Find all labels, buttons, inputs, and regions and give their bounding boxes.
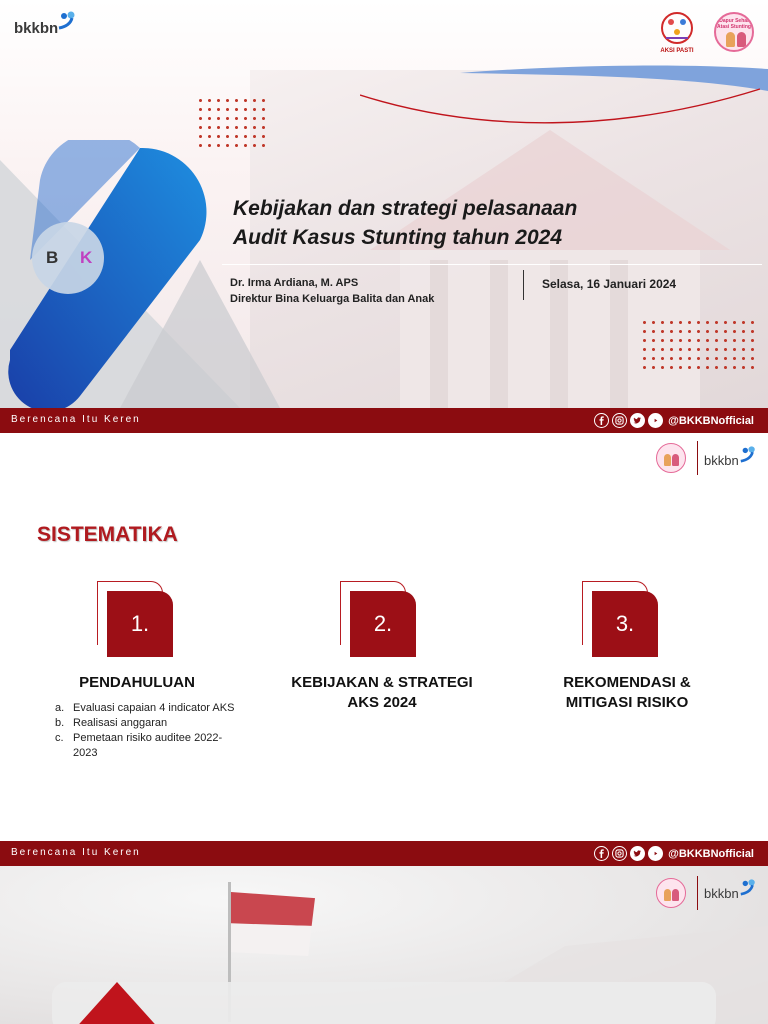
bkkbn-logo [704,453,739,468]
presenter-block [230,275,434,307]
twitter-icon[interactable] [630,846,645,861]
indonesian-flag-white [231,924,315,956]
bkkbn-logo-icon [56,10,78,30]
list-item [55,716,234,731]
list-marker: a. [55,702,65,714]
title-divider [222,264,762,265]
content-panel [52,982,716,1024]
footer-tagline: Berencana Itu Keren [11,414,141,425]
sub-item-list [55,701,234,761]
section-label-line-1: REKOMENDASI & [563,674,691,691]
list-item [55,731,234,746]
list-item [55,701,234,716]
bk-letter-k: K [80,248,93,267]
youtube-icon[interactable] [648,413,663,428]
social-handle[interactable]: @BKKBNofficial [668,414,754,427]
presentation-date: Selasa, 16 Januari 2024 [542,277,677,291]
bkkbn-logo-text: bkkbn [704,886,739,901]
section-label-line-1: PENDAHULUAN [79,674,195,691]
section-number: 2. [350,591,416,657]
section-number-box [97,581,175,657]
instagram-icon[interactable] [612,846,627,861]
list-item [55,746,234,761]
section-heading: SISTEMATIKA [37,523,178,546]
instagram-icon[interactable] [612,413,627,428]
bk-emblem [32,222,104,294]
slide-title-line-1: Kebijakan dan strategi pelasanaan [233,197,578,220]
facebook-icon[interactable] [594,846,609,861]
section-number-box [340,581,418,657]
social-handle[interactable]: @BKKBNofficial [668,847,754,860]
child-figure-icon [672,454,679,466]
presenter-name: Dr. Irma Ardiana, M. APS [230,277,359,289]
dapur-sehat-logo [714,12,754,52]
aksi-pasti-icon [654,8,700,48]
slide-footer [0,408,768,433]
section-number-box [582,581,660,657]
section-label [537,673,717,713]
slide-footer [0,841,768,866]
aksi-pasti-logo [654,8,700,64]
section-label [47,673,227,693]
child-figure-icon [737,32,746,47]
list-item-text: Pemetaan risiko auditee 2022- [73,732,223,744]
bk-letter-b: B [46,248,59,267]
social-links [594,413,754,428]
child-figure-icon [672,889,679,901]
child-figure-icon [664,889,671,901]
third-slide-partial [0,866,768,1024]
title-slide [0,0,768,408]
dot-pattern [640,318,760,372]
bkkbn-logo-text: bkkbn [14,20,59,37]
logo-divider [697,441,698,475]
bkkbn-logo [14,20,58,37]
twitter-icon[interactable] [630,413,645,428]
list-item-text: Realisasi anggaran [73,717,168,729]
slide-title [233,194,653,252]
facebook-icon[interactable] [594,413,609,428]
child-figure-icon [664,454,671,466]
dapur-sehat-logo [656,443,686,473]
section-label-line-1: KEBIJAKAN & STRATEGI [291,674,473,691]
youtube-icon[interactable] [648,846,663,861]
list-marker: b. [55,717,65,729]
bkkbn-logo-icon [738,878,758,896]
footer-tagline: Berencana Itu Keren [11,847,141,858]
section-number: 1. [107,591,173,657]
section-label-line-2: MITIGASI RISIKO [565,694,689,711]
list-item-text: 2023 [73,747,98,759]
agenda-slide [0,433,768,841]
aksi-pasti-label: AKSI PASTI [660,48,694,54]
slide-title-line-2: Audit Kasus Stunting tahun 2024 [233,226,563,249]
bkkbn-logo-text: bkkbn [704,453,739,468]
dapur-sehat-label: Dapur Sehat Atasi Stunting [717,18,751,30]
presenter-role: Direktur Bina Keluarga Balita dan Anak [230,293,435,305]
bkkbn-logo-icon [738,445,758,463]
vertical-divider [523,270,524,300]
bkkbn-brand-shape [0,140,210,408]
section-label-line-2: AKS 2024 [347,694,417,711]
dapur-sehat-logo [656,878,686,908]
section-label [282,673,482,713]
list-marker: c. [55,732,64,744]
logo-divider [697,876,698,910]
social-links [594,846,754,861]
child-figure-icon [726,32,735,47]
decorative-swoosh [360,55,768,145]
list-item-text: Evaluasi capaian 4 indicator AKS [73,702,235,714]
bkkbn-logo [704,886,739,901]
section-number: 3. [592,591,658,657]
